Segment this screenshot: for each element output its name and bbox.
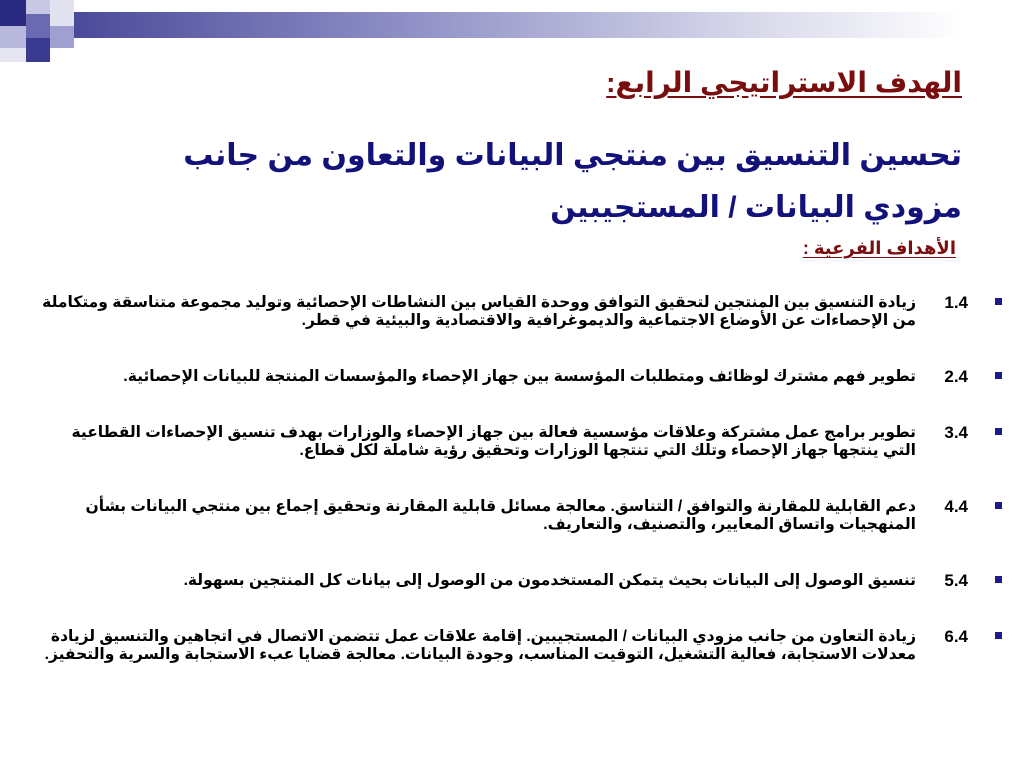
- slide-title: الهدف الاستراتيجي الرابع:: [606, 67, 962, 98]
- square-bullet-icon: [995, 576, 1002, 583]
- header-gradient-bar: [74, 12, 964, 38]
- sub-goal-item: [38, 572, 968, 590]
- square-bullet-icon: [995, 428, 1002, 435]
- sub-goal-item: [38, 368, 968, 386]
- deco-square: [26, 14, 50, 38]
- deco-square: [26, 38, 50, 62]
- sub-goal-number: 3.4: [944, 423, 968, 442]
- sub-goal-text: زيادة التعاون من جانب مزودي البيانات / المستجيبين. إقامة علاقات عمل تتضمن الاتصال في اتجاهين والتنسيق لزيادة معدلات الاستجابة، فعالية التشغيل، التوقيت المناسب، وجودة البيانات. معالجة قضايا عبء الاستجابة والسرية والتحفيز.: [44, 628, 916, 663]
- square-bullet-icon: [995, 502, 1002, 509]
- sub-goal-number: 1.4: [944, 293, 968, 312]
- sub-goal-number: 2.4: [944, 367, 968, 386]
- sub-goal-number: 5.4: [944, 571, 968, 590]
- deco-square: [26, 0, 50, 14]
- sub-goal-text: تنسيق الوصول إلى البيانات بحيث يتمكن المستخدمون من الوصول إلى بيانات كل المنتجين بسهولة.: [183, 572, 916, 589]
- sub-goal-item: [38, 498, 968, 534]
- sub-goal-number: 4.4: [944, 497, 968, 516]
- sub-goals-heading: الأهداف الفرعية :: [802, 238, 956, 258]
- deco-square: [0, 0, 26, 26]
- deco-square: [0, 48, 26, 62]
- square-bullet-icon: [995, 298, 1002, 305]
- sub-goal-text: دعم القابلية للمقارنة والتوافق / التناسق. معالجة مسائل قابلية المقارنة وتحقيق إجماع بين منتجي البيانات بشأن المنهجيات واتساق المعايير، والتصنيف، والتعاريف.: [85, 498, 916, 533]
- square-bullet-icon: [995, 632, 1002, 639]
- sub-goal-item: [38, 628, 968, 664]
- sub-goal-text: تطوير برامج عمل مشتركة وعلاقات مؤسسية فعالة بين جهاز الإحصاء والوزارات بهدف تنسيق الإحصاءات القطاعية التي ينتجها جهاز الإحصاء وتلك التي تنتجها الوزارات وتحقيق رؤية شاملة لكل قطاع.: [71, 424, 916, 459]
- sub-goal-item: [38, 424, 968, 460]
- sub-goal-item: [38, 294, 968, 330]
- deco-square: [50, 26, 74, 48]
- sub-goals-list: [38, 294, 968, 664]
- sub-goal-text: تطوير فهم مشترك لوظائف ومتطلبات المؤسسة بين جهاز الإحصاء والمؤسسات المنتجة للبيانات الإحصائية.: [123, 368, 916, 385]
- sub-goal-text: زيادة التنسيق بين المنتجين لتحقيق التوافق ووحدة القياس بين النشاطات الإحصائية وتوليد مجموعة متناسقة ومتكاملة من الإحصاءات عن الأوضاع الاجتماعية والديموغرافية والاقتصادية والبيئية في قطر.: [42, 294, 916, 329]
- deco-square: [50, 0, 74, 26]
- slide-subtitle: تحسين التنسيق بين منتجي البيانات والتعاون من جانب مزودي البيانات / المستجيبين: [183, 139, 962, 224]
- deco-square: [0, 26, 26, 48]
- square-bullet-icon: [995, 372, 1002, 379]
- sub-goal-number: 6.4: [944, 627, 968, 646]
